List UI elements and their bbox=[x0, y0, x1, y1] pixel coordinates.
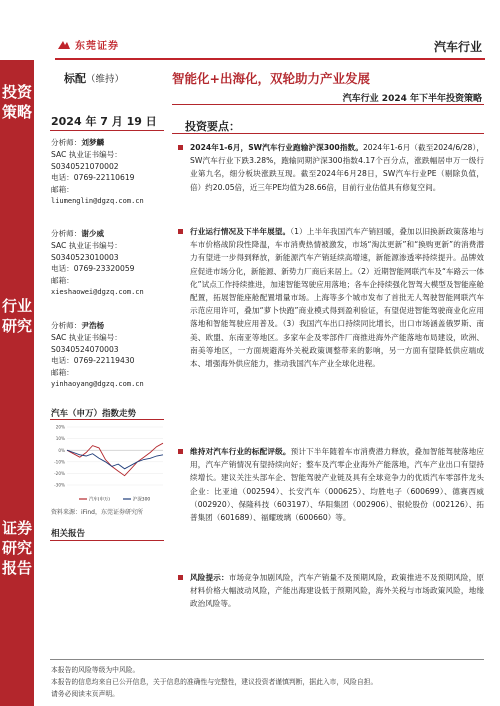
analyst-role: 分析师： bbox=[51, 321, 82, 330]
series-line-1 bbox=[67, 450, 163, 469]
analyst-phone: 电话：0769-22119430 bbox=[51, 356, 135, 366]
logo-text: 东莞证券 bbox=[75, 41, 119, 52]
related-rule bbox=[50, 540, 164, 541]
y-tick-label: -20% bbox=[54, 471, 65, 476]
page-header bbox=[0, 0, 500, 70]
analyst-email-label: 邮箱： bbox=[51, 368, 74, 378]
footer-rule bbox=[50, 659, 484, 660]
key-point-item bbox=[178, 225, 484, 370]
industry-label: 汽车行业 bbox=[433, 40, 482, 54]
analyst-phone: 电话：0769-23320059 bbox=[51, 264, 135, 274]
y-tick-label: -30% bbox=[54, 482, 65, 488]
key-point-item bbox=[178, 445, 484, 524]
report-title: 智能化+出海化，双轮助力产业发展 bbox=[172, 71, 370, 86]
report-subtitle: 汽车行业 2024 年下半年投资策略 bbox=[342, 94, 482, 104]
bullet-icon bbox=[178, 575, 183, 580]
key-point-body: 预计下半年随着车市消费潜力释放，叠加智能驾驶落地应用，汽车产销情况有望持续向好；整车及汽零企业海外产能落地，汽车产业出口有望持续增长。建议关注头部车企、智能驾驶产业链及具有全球竞争力的优质汽车零部件龙头企业：比亚迪（002594）、长安汽车（000625）、均胜电子（600699）、德赛西威（002920）、保隆科技（603197）、华阳集团（002906）、银轮股份（002126）、拓普集团（601689）、福耀玻璃（600660）等。 bbox=[190, 447, 485, 523]
y-tick-label: 20% bbox=[55, 424, 65, 430]
key-point-lead: 维持对汽车行业的标配评级。 bbox=[190, 447, 291, 456]
side-band bbox=[0, 60, 34, 706]
key-point-body: （1）上半年我国汽车产销回暖，叠加以旧换新政策落地与车市价格战阶段性降温，车市消费热情被激发，市场“淘汰更新”和“换购更新”的消费潜力有望进一步得到释放，新能源汽车产销延续高增速，新能源渗透率持续提升。品牌效应促进市场分化，新能源、新势力厂商后来居上。（2）近期智能网联汽车及“车路云一体化”试点工作持续推进，加速智能驾驶应用落地；各车企持续强化智驾大模型及智能座舱配置，拓展智能座舱配置增量市场。上海等多个城市发布了首批无人驾驶智能网联汽车示范应用许可，叠加“萝卜快跑”商业模式得到盈利验证，有望促进智能驾驶商业化应用落地和智能驾驶应用普及。（3）我国汽车出口持续同比增长，出口市场涵盖俄罗斯、南美、欧盟、东南亚等地区。多家车企及零部件厂商推进海外产能落地布局建设，欧洲、南美等地区，一方面规避海外关税政策调整带来的影响，另一方面有望降低供应端成本、增强海外供应能力，推动我国汽车产业全球化进程。 bbox=[190, 227, 485, 369]
analyst-email[interactable]: liumenglin@dgzq.com.cn bbox=[51, 196, 144, 205]
chart-rule bbox=[50, 419, 164, 420]
chart-title: 汽车（申万）指数走势 bbox=[51, 409, 137, 419]
key-points-rule bbox=[172, 133, 484, 134]
header-rule bbox=[55, 58, 485, 60]
key-point-body: 2024年1-6月（截至2024/6/28），SW汽车行业下跌3.28%，跑输同期沪深300指数4.17个百分点，涨跌幅居申万一级行业第九名，细分板块涨跌互现。截至2024年6月28日，SW汽车行业PE（剔除负值，倍）约20.05倍，近三年PE均值为28.66倍，目前行业估值具有修复空间。 bbox=[190, 143, 484, 192]
key-point-lead: 行业运行情况及下半年展望。 bbox=[190, 227, 291, 236]
analyst-name: 刘梦麟 bbox=[81, 138, 105, 147]
key-point-lead: 2024年1-6月，SW汽车行业跑输沪深300指数。 bbox=[190, 143, 363, 152]
analyst-phone: 电话：0769-22110619 bbox=[51, 173, 135, 183]
legend-label: 汽车(申万) bbox=[89, 497, 110, 503]
analyst-email-label: 邮箱： bbox=[51, 276, 74, 286]
logo-mark-icon bbox=[57, 39, 71, 51]
side-label-securities-report: 证券研究报告 bbox=[1, 519, 32, 577]
rating-label: 标配 bbox=[64, 72, 86, 85]
analyst-name: 谢少威 bbox=[81, 229, 105, 238]
bullet-icon bbox=[178, 229, 183, 234]
legend-label: 沪深300 bbox=[133, 497, 151, 503]
footer-read-notice: 请务必阅读末页声明。 bbox=[51, 690, 119, 698]
key-point-lead: 风险提示： bbox=[190, 573, 229, 582]
analyst-role: 分析师： bbox=[51, 138, 82, 147]
side-label-strategy: 投资策略 bbox=[1, 83, 32, 121]
subtitle-rule bbox=[172, 104, 484, 105]
analyst-license: S0340523010003 bbox=[51, 252, 119, 262]
key-point-item bbox=[178, 141, 484, 194]
chart-source: 资料来源：iFind，东莞证券研究所 bbox=[51, 509, 143, 516]
company-logo bbox=[57, 37, 119, 52]
analyst-license-label: SAC 执业证书编号： bbox=[51, 332, 122, 342]
related-reports-heading: 相关报告 bbox=[51, 529, 86, 539]
date-rule bbox=[50, 130, 164, 131]
bullet-icon bbox=[178, 449, 183, 454]
rating bbox=[64, 70, 124, 86]
analyst-license: S0340524070003 bbox=[51, 344, 119, 354]
key-point-body: 市场竞争加剧风险，汽车产销量不及预期风险，政策推进不及预期风险，原材料价格大幅波动风险，产能出海建设低于预期风险，海外关税与市场政策风险，地缘政治风险等。 bbox=[190, 573, 484, 609]
footer-risk-level: 本报告的风险等级为中风险。 bbox=[51, 666, 140, 674]
rating-note: （维持） bbox=[86, 74, 125, 85]
analyst-block bbox=[51, 228, 167, 299]
key-point-item bbox=[178, 571, 484, 611]
bullet-icon bbox=[178, 145, 183, 150]
y-tick-label: -10% bbox=[54, 459, 65, 465]
analyst-email[interactable]: xieshaowei@dgzq.com.cn bbox=[51, 287, 144, 296]
analyst-license: S0340521070002 bbox=[51, 161, 119, 171]
footer-disclaimer: 本报告的信息均来自已公开信息，关于信息的准确性与完整性，建议投资者谨慎判断，据此入市，风险自担。 bbox=[51, 678, 378, 686]
y-tick-label: 10% bbox=[55, 436, 65, 442]
analyst-name: 尹浩杨 bbox=[81, 321, 105, 330]
side-label-industry-research: 行业研究 bbox=[1, 297, 32, 335]
analyst-email-label: 邮箱： bbox=[51, 185, 74, 195]
analyst-role: 分析师： bbox=[51, 229, 82, 238]
report-date: 2024 年 7 月 19 日 bbox=[51, 115, 157, 128]
analyst-license-label: SAC 执业证书编号： bbox=[51, 240, 122, 250]
index-trend-chart bbox=[51, 423, 165, 507]
series-line-0 bbox=[67, 443, 163, 476]
analyst-block bbox=[51, 137, 167, 208]
analyst-block bbox=[51, 320, 167, 391]
key-points-heading: 投资要点： bbox=[185, 120, 240, 133]
analyst-license-label: SAC 执业证书编号： bbox=[51, 149, 122, 159]
y-tick-label: 0% bbox=[58, 447, 65, 453]
analyst-email[interactable]: yinhaoyang@dgzq.com.cn bbox=[51, 379, 144, 388]
